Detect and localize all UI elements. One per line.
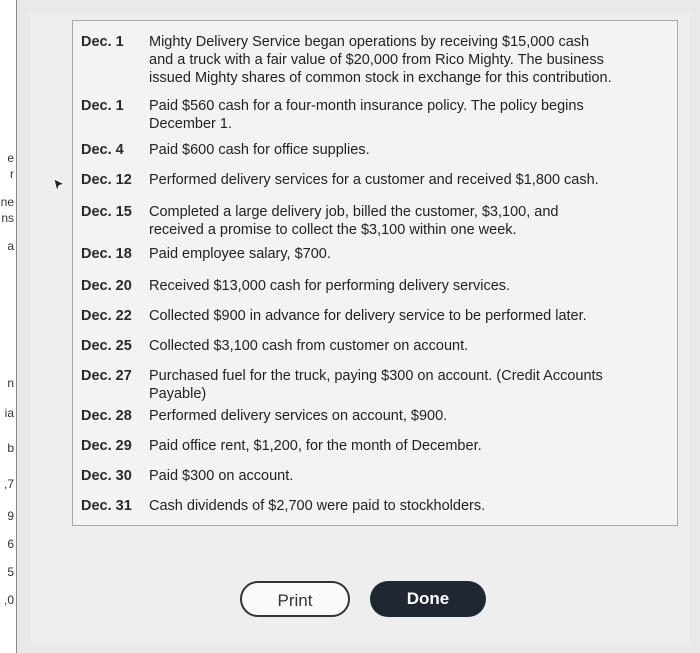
transaction-date: Dec. 1 (81, 98, 124, 114)
transaction-date: Dec. 4 (81, 142, 124, 158)
transaction-description: Received $13,000 cash for performing delivery services. (149, 278, 511, 294)
transaction-description: Purchased fuel for the truck, paying $300 on account. (Credit Accounts Payable) (149, 368, 603, 402)
done-button[interactable]: Done (370, 581, 486, 617)
transaction-date: Dec. 28 (81, 408, 132, 424)
transaction-description: Paid $600 cash for office supplies. (149, 142, 370, 158)
transactions-panel (72, 20, 678, 526)
transaction-date: Dec. 29 (81, 438, 132, 454)
cut-text: ne (0, 195, 14, 209)
transaction-description: Mighty Delivery Service began operations by receiving $15,000 cash and a truck with a fair value of $20,000 from Rico Mighty. The business issued Mighty shares of common stock in exchange for this contribution. (149, 34, 612, 86)
transaction-date: Dec. 15 (81, 204, 132, 220)
transaction-description: Cash dividends of $2,700 were paid to stockholders. (149, 498, 486, 514)
transaction-date: Dec. 18 (81, 246, 132, 262)
transaction-description: Paid $300 on account. (149, 468, 294, 484)
transaction-description: Paid office rent, $1,200, for the month of December. (149, 438, 482, 454)
transaction-date: Dec. 1 (81, 34, 124, 50)
print-button[interactable]: Print (240, 581, 350, 617)
transaction-date: Dec. 12 (81, 172, 132, 188)
cut-text: ,0 (3, 593, 14, 607)
transaction-date: Dec. 22 (81, 308, 132, 324)
cut-text: e (7, 151, 14, 165)
cut-text: 5 (7, 565, 14, 579)
transaction-date: Dec. 25 (81, 338, 132, 354)
cut-text: r (10, 167, 14, 181)
cut-text: 9 (7, 509, 14, 523)
transaction-description: Paid $560 cash for a four-month insurance policy. The policy begins December 1. (149, 98, 584, 132)
transaction-description: Performed delivery services on account, $900. (149, 408, 448, 424)
cut-text: ,7 (3, 477, 14, 491)
transaction-description: Performed delivery services for a customer and received $1,800 cash. (149, 172, 599, 188)
transaction-description: Collected $3,100 cash from customer on account. (149, 338, 469, 354)
transaction-description: Completed a large delivery job, billed the customer, $3,100, and received a promise to collect the $3,100 within one week. (149, 204, 559, 238)
cut-text: 6 (7, 537, 14, 551)
cut-text: ns (1, 211, 14, 225)
mouse-cursor-icon (52, 178, 66, 192)
transaction-description: Paid employee salary, $700. (149, 246, 331, 262)
transaction-date: Dec. 31 (81, 498, 132, 514)
transactions-dialog (30, 14, 690, 644)
background-window-edge (0, 0, 17, 653)
transaction-date: Dec. 27 (81, 368, 132, 384)
transaction-description: Collected $900 in advance for delivery service to be performed later. (149, 308, 587, 324)
transaction-date: Dec. 30 (81, 468, 132, 484)
cut-text: a (7, 239, 14, 253)
cut-text: b (7, 441, 14, 455)
cut-text: ia (4, 406, 14, 420)
cut-text: n (7, 376, 14, 390)
transaction-date: Dec. 20 (81, 278, 132, 294)
